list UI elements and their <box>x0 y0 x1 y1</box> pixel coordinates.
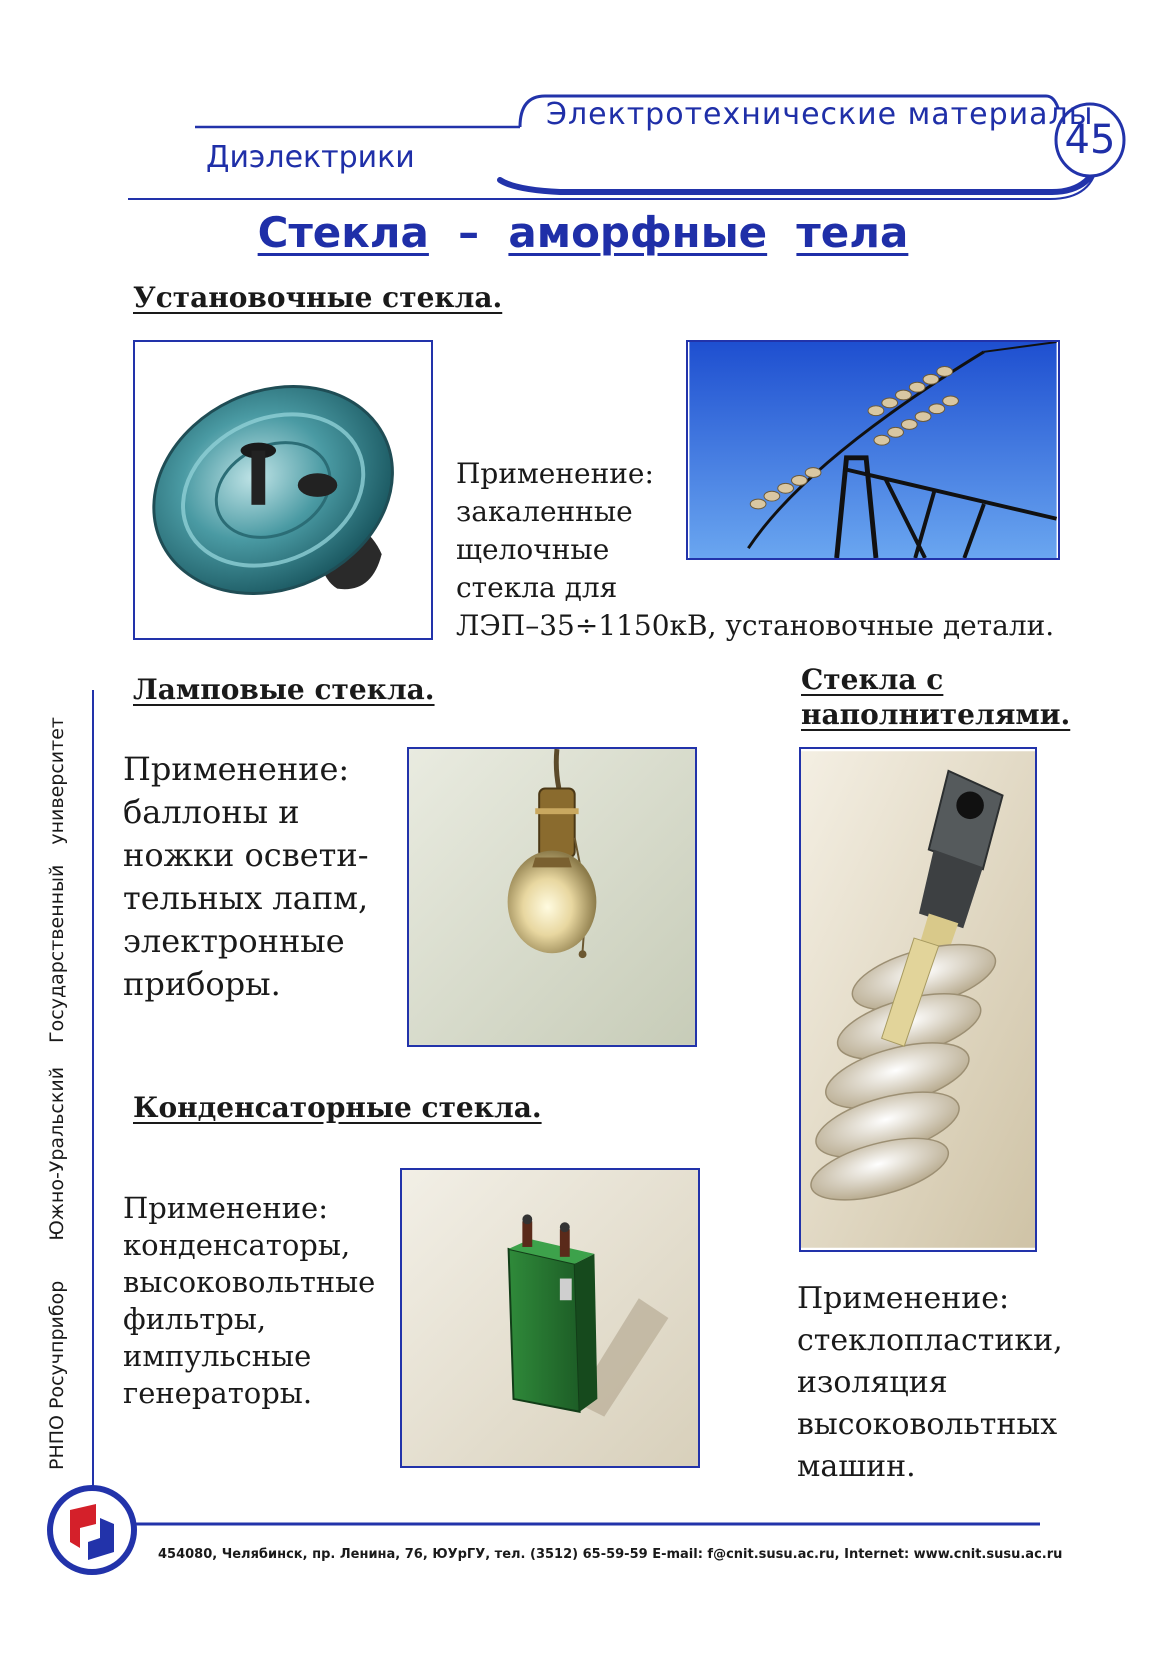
sidebar-org-4: университет <box>46 717 68 845</box>
section-label: Диэлектрики <box>206 140 415 175</box>
light-bulb-photo <box>407 747 697 1047</box>
sidebar-org-1: РНПО Росучприбор <box>46 1280 68 1470</box>
filled-text-line: высоковольтных <box>797 1407 1058 1442</box>
lamp-text-line: баллоны и <box>123 793 300 831</box>
installation-text-line: закаленные <box>456 495 633 528</box>
sidebar-vertical-text <box>46 717 68 1470</box>
filled-heading-line: Стекла с <box>801 663 944 696</box>
sidebar-org-2: Южно-Уральский <box>46 1066 68 1241</box>
capacitor-text-line: Применение: <box>123 1191 328 1225</box>
filled-text-line: стеклопластики, <box>797 1323 1063 1358</box>
footer-decoration <box>0 1468 1166 1608</box>
installation-text-line: ЛЭП–35÷1150кВ, установочные детали. <box>456 609 1055 642</box>
page-number: 45 <box>1064 117 1116 163</box>
lamp-text-line: тельных лапм, <box>123 879 369 917</box>
filled-text-line: изоляция <box>797 1365 948 1400</box>
filled-glass-heading <box>801 662 1070 732</box>
filled-text-line: Применение: <box>797 1281 1010 1316</box>
page-title <box>0 208 1166 257</box>
title-part-3: тела <box>796 208 909 257</box>
capacitor-text-line: импульсные <box>123 1339 312 1373</box>
lamp-text-line: Применение: <box>123 750 350 788</box>
capacitor-glass-text <box>123 1190 375 1412</box>
capacitor-photo <box>400 1168 700 1468</box>
capacitor-text-line: высоковольтные <box>123 1265 376 1299</box>
installation-glass-heading: Установочные стекла. <box>133 281 503 314</box>
installation-text-line: стекла для <box>456 571 618 604</box>
lamp-text-line: электронные <box>123 922 345 960</box>
capacitor-text-line: конденсаторы, <box>123 1228 351 1262</box>
capacitor-text-line: генераторы. <box>123 1376 313 1410</box>
capacitor-text-line: фильтры, <box>123 1302 267 1336</box>
lamp-text-line: приборы. <box>123 965 281 1003</box>
filled-heading-line: наполнителями. <box>801 698 1071 731</box>
fiberglass-insulator-photo <box>799 747 1037 1252</box>
sidebar-org-3: Государственный <box>46 864 68 1043</box>
capacitor-glass-heading: Конденсаторные стекла. <box>133 1091 542 1124</box>
installation-text-line: щелочные <box>456 533 610 566</box>
footer-contact: 454080, Челябинск, пр. Ленина, 76, ЮУрГУ, тел. (3512) 65-59-59 E-mail: f@cnit.susu.ac.ru, Internet: www.cnit.susu.ac.ru <box>158 1547 1063 1562</box>
glass-insulator-photo <box>133 340 433 640</box>
filled-text-line: машин. <box>797 1449 916 1484</box>
installation-text-line: Применение: <box>456 457 654 490</box>
lamp-glass-heading: Ламповые стекла. <box>133 673 435 706</box>
lamp-glass-text <box>123 748 369 1006</box>
sidebar-line <box>92 690 94 1490</box>
title-dash: – <box>458 208 480 257</box>
title-part-2: аморфные <box>508 208 768 257</box>
header-tab-label: Электротехнические материалы <box>546 97 1094 132</box>
filled-glass-text <box>797 1278 1063 1488</box>
title-part-1: Стекла <box>257 208 429 257</box>
power-line-insulators-photo <box>686 340 1060 560</box>
lamp-text-line: ножки освети- <box>123 836 369 874</box>
